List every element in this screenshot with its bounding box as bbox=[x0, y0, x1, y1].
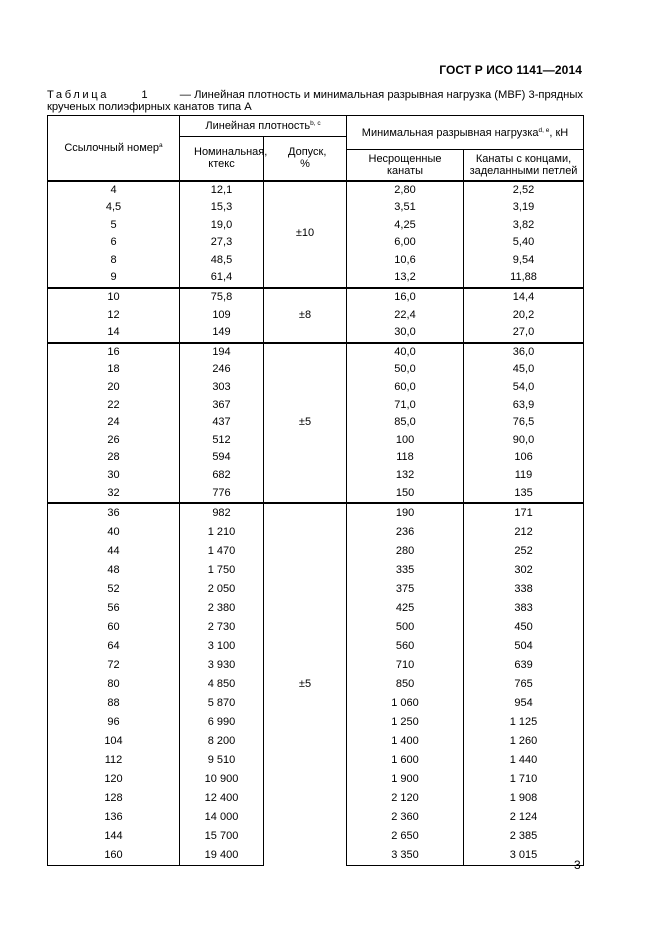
cell-nominal: 5 870 bbox=[180, 694, 264, 713]
header-linear-density-label: Линейная плотность bbox=[205, 120, 311, 132]
cell-ref-number: 136 bbox=[48, 808, 180, 827]
cell-nominal: 12,1 bbox=[180, 181, 264, 200]
header-tolerance: Допуск, % bbox=[264, 137, 347, 181]
cell-nominal: 246 bbox=[180, 361, 264, 379]
cell-ref-number: 48 bbox=[48, 561, 180, 580]
cell-spliced: 765 bbox=[464, 675, 584, 694]
table-row bbox=[48, 288, 584, 307]
cell-spliced: 11,88 bbox=[464, 269, 584, 288]
cell-spliced: 20,2 bbox=[464, 307, 584, 325]
cell-nominal: 194 bbox=[180, 343, 264, 362]
cell-unspliced: 1 060 bbox=[347, 694, 464, 713]
cell-unspliced: 190 bbox=[347, 503, 464, 523]
cell-tolerance: ±10 bbox=[264, 181, 347, 289]
cell-nominal: 19,0 bbox=[180, 217, 264, 235]
cell-nominal: 3 100 bbox=[180, 637, 264, 656]
rope-properties-table bbox=[47, 115, 584, 866]
cell-unspliced: 1 600 bbox=[347, 751, 464, 770]
cell-unspliced: 100 bbox=[347, 432, 464, 450]
cell-nominal: 2 050 bbox=[180, 580, 264, 599]
document-code: ГОСТ Р ИСО 1141—2014 bbox=[439, 63, 582, 77]
header-ref-number-sup: a bbox=[159, 141, 163, 149]
cell-unspliced: 30,0 bbox=[347, 324, 464, 343]
cell-spliced: 76,5 bbox=[464, 414, 584, 432]
cell-ref-number: 60 bbox=[48, 618, 180, 637]
cell-tolerance: ±5 bbox=[264, 503, 347, 866]
cell-ref-number: 12 bbox=[48, 307, 180, 325]
cell-unspliced: 10,6 bbox=[347, 252, 464, 270]
cell-ref-number: 32 bbox=[48, 485, 180, 504]
cell-unspliced: 2,80 bbox=[347, 181, 464, 200]
table-row bbox=[48, 503, 584, 523]
cell-spliced: 504 bbox=[464, 637, 584, 656]
cell-unspliced: 425 bbox=[347, 599, 464, 618]
cell-spliced: 9,54 bbox=[464, 252, 584, 270]
cell-spliced: 36,0 bbox=[464, 343, 584, 362]
caption-word-table: Таблица bbox=[47, 89, 110, 101]
cell-unspliced: 2 650 bbox=[347, 827, 464, 846]
cell-spliced: 2 385 bbox=[464, 827, 584, 846]
cell-ref-number: 10 bbox=[48, 288, 180, 307]
cell-ref-number: 22 bbox=[48, 397, 180, 415]
cell-nominal: 75,8 bbox=[180, 288, 264, 307]
cell-nominal: 776 bbox=[180, 485, 264, 504]
cell-nominal: 1 210 bbox=[180, 523, 264, 542]
cell-unspliced: 2 360 bbox=[347, 808, 464, 827]
cell-spliced: 1 260 bbox=[464, 732, 584, 751]
cell-spliced: 90,0 bbox=[464, 432, 584, 450]
caption-table-number: 1 bbox=[141, 89, 148, 101]
cell-unspliced: 850 bbox=[347, 675, 464, 694]
caption-title-line1: — Линейная плотность и минимальная разрывная нагрузка (MBF) 3-прядных bbox=[179, 89, 583, 101]
cell-ref-number: 96 bbox=[48, 713, 180, 732]
header-unspliced: Несрощенные канаты bbox=[347, 150, 464, 181]
cell-spliced: 450 bbox=[464, 618, 584, 637]
cell-spliced: 63,9 bbox=[464, 397, 584, 415]
cell-unspliced: 2 120 bbox=[347, 789, 464, 808]
cell-nominal: 982 bbox=[180, 503, 264, 523]
cell-spliced: 954 bbox=[464, 694, 584, 713]
cell-nominal: 594 bbox=[180, 449, 264, 467]
cell-ref-number: 24 bbox=[48, 414, 180, 432]
cell-spliced: 135 bbox=[464, 485, 584, 504]
cell-unspliced: 132 bbox=[347, 467, 464, 485]
cell-tolerance: ±8 bbox=[264, 288, 347, 343]
cell-ref-number: 16 bbox=[48, 343, 180, 362]
cell-nominal: 19 400 bbox=[180, 846, 264, 866]
cell-spliced: 27,0 bbox=[464, 324, 584, 343]
cell-unspliced: 3 350 bbox=[347, 846, 464, 866]
cell-unspliced: 280 bbox=[347, 542, 464, 561]
cell-nominal: 3 930 bbox=[180, 656, 264, 675]
cell-ref-number: 18 bbox=[48, 361, 180, 379]
header-spliced: Канаты с концами, заделанными петлей bbox=[464, 150, 584, 181]
header-min-load-sup: d, e bbox=[538, 126, 550, 134]
cell-nominal: 682 bbox=[180, 467, 264, 485]
cell-nominal: 10 900 bbox=[180, 770, 264, 789]
cell-unspliced: 1 400 bbox=[347, 732, 464, 751]
cell-unspliced: 1 900 bbox=[347, 770, 464, 789]
cell-nominal: 14 000 bbox=[180, 808, 264, 827]
cell-unspliced: 375 bbox=[347, 580, 464, 599]
cell-ref-number: 88 bbox=[48, 694, 180, 713]
cell-spliced: 5,40 bbox=[464, 234, 584, 252]
cell-nominal: 149 bbox=[180, 324, 264, 343]
cell-nominal: 4 850 bbox=[180, 675, 264, 694]
cell-ref-number: 36 bbox=[48, 503, 180, 523]
cell-unspliced: 236 bbox=[347, 523, 464, 542]
header-min-load-label: Минимальная разрывная нагрузка bbox=[361, 126, 539, 139]
cell-spliced: 2 124 bbox=[464, 808, 584, 827]
cell-spliced: 106 bbox=[464, 449, 584, 467]
cell-spliced: 3,82 bbox=[464, 217, 584, 235]
header-nominal: Номинальная, ктекс bbox=[180, 137, 264, 181]
cell-spliced: 2,52 bbox=[464, 181, 584, 200]
cell-ref-number: 40 bbox=[48, 523, 180, 542]
cell-spliced: 54,0 bbox=[464, 379, 584, 397]
cell-spliced: 171 bbox=[464, 503, 584, 523]
cell-nominal: 27,3 bbox=[180, 234, 264, 252]
cell-spliced: 338 bbox=[464, 580, 584, 599]
cell-nominal: 437 bbox=[180, 414, 264, 432]
cell-nominal: 1 750 bbox=[180, 561, 264, 580]
cell-ref-number: 72 bbox=[48, 656, 180, 675]
cell-ref-number: 26 bbox=[48, 432, 180, 450]
caption-title-line2: крученых полиэфирных канатов типа А bbox=[47, 101, 252, 113]
cell-ref-number: 4 bbox=[48, 181, 180, 200]
cell-unspliced: 85,0 bbox=[347, 414, 464, 432]
cell-nominal: 2 380 bbox=[180, 599, 264, 618]
cell-spliced: 119 bbox=[464, 467, 584, 485]
cell-unspliced: 50,0 bbox=[347, 361, 464, 379]
cell-nominal: 512 bbox=[180, 432, 264, 450]
cell-unspliced: 13,2 bbox=[347, 269, 464, 288]
cell-nominal: 1 470 bbox=[180, 542, 264, 561]
cell-nominal: 15 700 bbox=[180, 827, 264, 846]
cell-nominal: 109 bbox=[180, 307, 264, 325]
header-linear-density bbox=[180, 116, 347, 137]
cell-nominal: 303 bbox=[180, 379, 264, 397]
cell-spliced: 1 908 bbox=[464, 789, 584, 808]
header-min-load bbox=[347, 116, 584, 150]
cell-ref-number: 144 bbox=[48, 827, 180, 846]
cell-unspliced: 4,25 bbox=[347, 217, 464, 235]
cell-spliced: 45,0 bbox=[464, 361, 584, 379]
cell-spliced: 302 bbox=[464, 561, 584, 580]
cell-spliced: 3 015 bbox=[464, 846, 584, 866]
cell-nominal: 367 bbox=[180, 397, 264, 415]
cell-unspliced: 71,0 bbox=[347, 397, 464, 415]
cell-nominal: 15,3 bbox=[180, 199, 264, 217]
cell-ref-number: 104 bbox=[48, 732, 180, 751]
cell-spliced: 1 125 bbox=[464, 713, 584, 732]
cell-nominal: 12 400 bbox=[180, 789, 264, 808]
cell-ref-number: 20 bbox=[48, 379, 180, 397]
cell-nominal: 61,4 bbox=[180, 269, 264, 288]
cell-spliced: 1 710 bbox=[464, 770, 584, 789]
cell-ref-number: 160 bbox=[48, 846, 180, 866]
table-row bbox=[48, 343, 584, 362]
header-min-load-unit: , кН bbox=[549, 126, 569, 139]
cell-ref-number: 4,5 bbox=[48, 199, 180, 217]
cell-unspliced: 118 bbox=[347, 449, 464, 467]
cell-unspliced: 150 bbox=[347, 485, 464, 504]
table-row bbox=[48, 181, 584, 200]
cell-ref-number: 112 bbox=[48, 751, 180, 770]
cell-ref-number: 56 bbox=[48, 599, 180, 618]
cell-unspliced: 335 bbox=[347, 561, 464, 580]
cell-ref-number: 128 bbox=[48, 789, 180, 808]
cell-unspliced: 40,0 bbox=[347, 343, 464, 362]
cell-unspliced: 500 bbox=[347, 618, 464, 637]
cell-ref-number: 28 bbox=[48, 449, 180, 467]
cell-unspliced: 6,00 bbox=[347, 234, 464, 252]
cell-nominal: 9 510 bbox=[180, 751, 264, 770]
cell-spliced: 383 bbox=[464, 599, 584, 618]
cell-tolerance: ±5 bbox=[264, 343, 347, 503]
cell-nominal: 8 200 bbox=[180, 732, 264, 751]
cell-unspliced: 22,4 bbox=[347, 307, 464, 325]
cell-spliced: 14,4 bbox=[464, 288, 584, 307]
cell-spliced: 3,19 bbox=[464, 199, 584, 217]
cell-spliced: 1 440 bbox=[464, 751, 584, 770]
cell-ref-number: 30 bbox=[48, 467, 180, 485]
table-caption bbox=[47, 89, 583, 113]
cell-ref-number: 5 bbox=[48, 217, 180, 235]
cell-ref-number: 52 bbox=[48, 580, 180, 599]
cell-spliced: 639 bbox=[464, 656, 584, 675]
cell-unspliced: 3,51 bbox=[347, 199, 464, 217]
cell-unspliced: 1 250 bbox=[347, 713, 464, 732]
cell-nominal: 48,5 bbox=[180, 252, 264, 270]
cell-ref-number: 64 bbox=[48, 637, 180, 656]
cell-spliced: 252 bbox=[464, 542, 584, 561]
cell-ref-number: 44 bbox=[48, 542, 180, 561]
page-number: 3 bbox=[574, 858, 581, 872]
cell-unspliced: 710 bbox=[347, 656, 464, 675]
cell-ref-number: 80 bbox=[48, 675, 180, 694]
header-ref-number bbox=[48, 116, 180, 181]
cell-ref-number: 120 bbox=[48, 770, 180, 789]
cell-spliced: 212 bbox=[464, 523, 584, 542]
cell-ref-number: 14 bbox=[48, 324, 180, 343]
cell-nominal: 2 730 bbox=[180, 618, 264, 637]
cell-nominal: 6 990 bbox=[180, 713, 264, 732]
cell-ref-number: 8 bbox=[48, 252, 180, 270]
cell-unspliced: 560 bbox=[347, 637, 464, 656]
cell-ref-number: 9 bbox=[48, 269, 180, 288]
cell-ref-number: 6 bbox=[48, 234, 180, 252]
header-ref-number-label: Ссылочный номер bbox=[64, 141, 160, 154]
header-linear-density-sup: b, c bbox=[310, 120, 321, 127]
cell-unspliced: 60,0 bbox=[347, 379, 464, 397]
cell-unspliced: 16,0 bbox=[347, 288, 464, 307]
